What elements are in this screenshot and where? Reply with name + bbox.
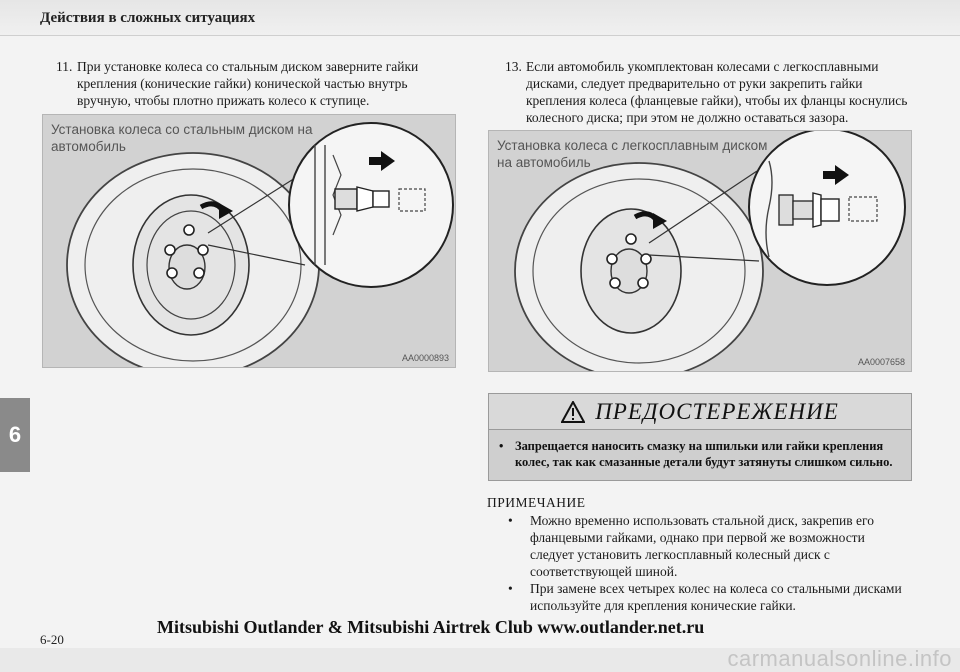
chapter-tab-label: 6 (8, 422, 22, 447)
warning-bullet: • (499, 439, 504, 453)
step-13-number: 13. (505, 59, 522, 74)
figure-right-caption: Установка колеса с легкосплавным диском на автомобиль (497, 138, 768, 170)
figure-steel-wheel (42, 114, 456, 368)
warning-header (489, 394, 911, 430)
note-item-2-text: При замене всех четырех колес на колеса со стальными дисками используйте для крепления конические гайки. (530, 581, 902, 613)
warning-triangle-icon (561, 401, 585, 423)
page-header-title: Действия в сложных ситуациях (40, 10, 256, 26)
note-title: ПРИМЕЧАНИЕ (487, 495, 586, 510)
note-item-1 (508, 512, 910, 580)
chapter-tab (0, 398, 30, 472)
step-11-number: 11. (56, 59, 73, 74)
step-13 (505, 58, 915, 126)
warning-text: Запрещается наносить смазку на шпильки или гайки крепления колес, так как смазанные детали будут затянуты слишком сильно. (515, 439, 893, 469)
warning-title: ПРЕДОСТЕРЕЖЕНИЕ (595, 398, 839, 424)
warning-body (499, 438, 903, 470)
figure-left-caption: Установка колеса со стальным диском на автомобиль (51, 122, 313, 154)
figure-left-code: AA0000893 (401, 353, 449, 363)
step-13-text: Если автомобиль укомплектован колесами с легкосплавными дисками, следует предварительно от руки закрепить гайки крепления колеса (фланцевые гайки), чтобы их фланцы коснулись колесного диска; при этом не должно оставаться зазора. (526, 59, 908, 125)
note-item-2-bullet: • (508, 581, 513, 596)
figure-right-code: AA0007658 (857, 357, 905, 367)
warning-box (488, 393, 912, 481)
footer-club-text: Mitsubishi Outlander & Mitsubishi Airtrek Club www.outlander.net.ru (157, 617, 705, 637)
page-number: 6-20 (40, 632, 64, 647)
watermark: carmanualsonline.info (727, 646, 952, 671)
note-item-2 (508, 580, 910, 614)
step-11-text: При установке колеса со стальным диском заверните гайки крепления (конические гайки) конической частью внутрь вручную, чтобы плотно прижать колесо к ступице. (77, 59, 419, 108)
note-item-1-bullet: • (508, 513, 513, 528)
step-11 (56, 58, 460, 109)
note-item-1-text: Можно временно использовать стальной диск, закрепив его фланцевыми гайками, однако при первой же возможности следует установить легкосплавный колесный диск с соответствующей шиной. (530, 513, 874, 579)
figure-alloy-wheel (488, 130, 912, 372)
